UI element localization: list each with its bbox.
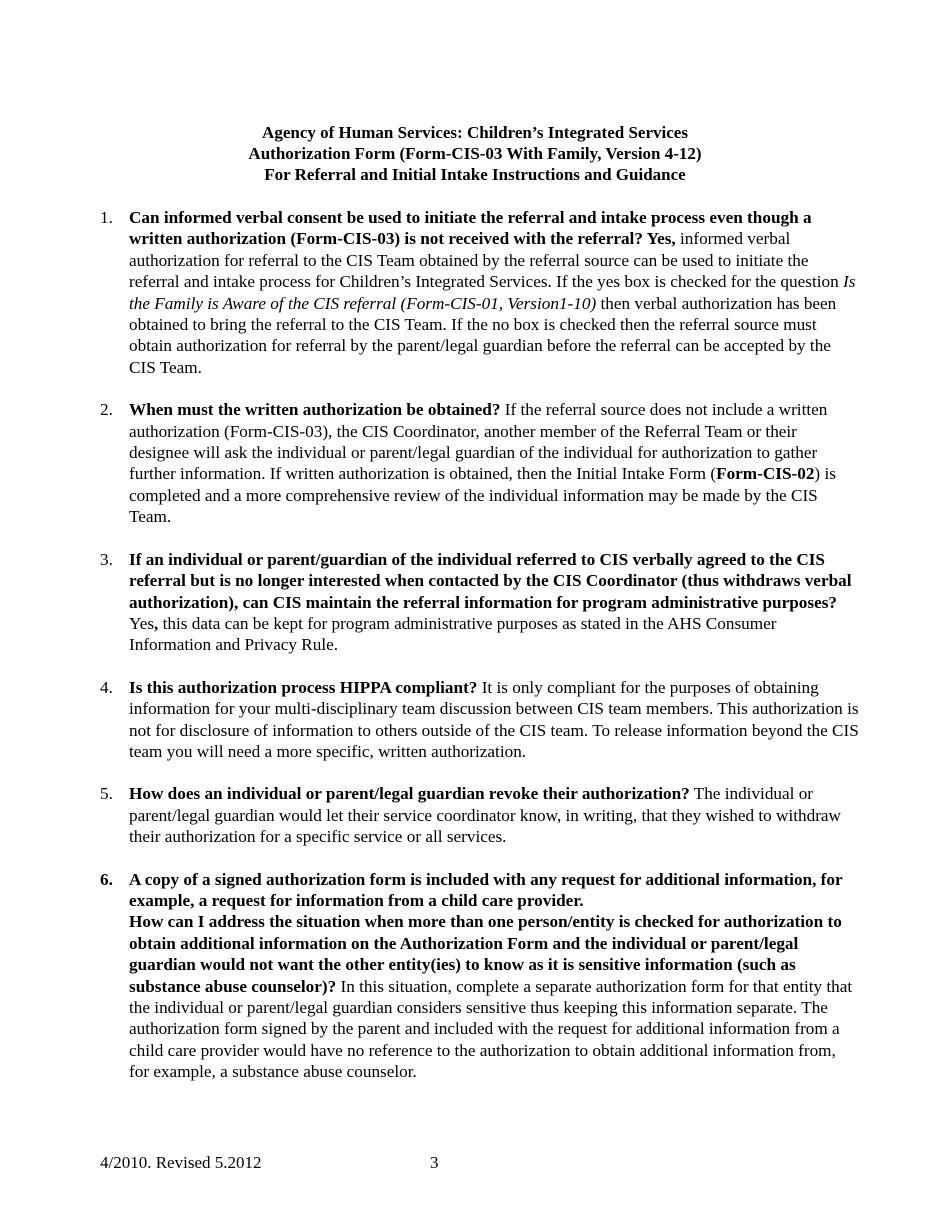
faq-item-5 [100,783,860,847]
revision-date: 4/2010. Revised 5.2012 [100,1153,262,1172]
item-number: 5. [100,784,113,804]
item-number: 6. [100,869,113,889]
item-question: Can informed verbal consent be used to initiate the referral and intake process even though a written authorization (Form-CIS-03) is not received with the referral? Yes, [129,208,812,249]
item-question: When must the written authorization be obtained? [129,400,501,420]
faq-list [100,207,860,1104]
item-answer: If the referral source does not include a written authorization (Form-CIS-03), the CIS Coordinator, another member of the Referral Team or their designee will ask the individual or parent/legal guardian of the individual for authorization to gather further information. If written authorization is obtained, then the Initial Intake Form ( [129,400,828,484]
faq-item-1 [100,207,860,378]
item-question: How can I address the situation when more than one person/entity is checked for authorization to obtain additional information on the Authorization Form and the individual or parent/legal guardian would not want the other entity(ies) to know as it is sensitive information (such as substance abuse counselor)? [129,912,842,996]
item-question: How does an individual or parent/legal guardian revoke their authorization? [129,784,690,804]
item-question: Is this authorization process HIPPA compliant? [129,677,478,697]
document-header [0,122,950,185]
header-agency-title: Agency of Human Services: Children’s Integrated Services [262,123,688,142]
item-answer: The individual or parent/legal guardian would let their service coordinator know, in writing, that they wished to withdraw their authorization for a specific service or all services. [129,784,841,847]
item-answer-continued: then verbal authorization has been obtained to bring the referral to the CIS Team. If the no box is checked then the referral source must obtain authorization for referral by the parent/legal guardian before the referral can be accepted by the CIS Team. [129,293,837,377]
item-question: If an individual or parent/guardian of the individual referred to CIS verbally agreed to the CIS referral but is no longer interested when contacted by the CIS Coordinator (thus withdraws verbal authorization), can CIS maintain the referral information for program administrative purposes? [129,549,852,612]
item-answer-continued: this data can be kept for program administrative purposes as stated in the AHS Consumer Information and Privacy Rule. [129,613,777,655]
item-answer: Yes [129,613,155,633]
faq-item-3 [100,549,860,656]
item-answer: It is only compliant for the purposes of obtaining information for your multi-disciplinary team discussion between CIS team members. This authorization is not for disclosure of information to others outside of the CIS team. To release information beyond the CIS team you will need a more specific, written authorization. [129,677,859,761]
faq-item-4 [100,677,860,763]
item-number: 4. [100,677,113,697]
item-answer: informed verbal authorization for referral to the CIS Team obtained by the referral source can be used to initiate the referral and intake process for Children’s Integrated Services. If the yes box is checked for the question [129,229,843,292]
header-subtitle: For Referral and Initial Intake Instructions and Guidance [264,165,686,184]
item-number: 2. [100,400,113,420]
item-answer-italic: Is the Family is Aware of the CIS referral (Form-CIS-01, Version1-10) [129,272,856,313]
item-number: 3. [100,549,113,569]
item-answer: In this situation, complete a separate authorization form for that entity that the individual or parent/legal guardian considers sensitive thus keeping this information separate. The authorization form signed by the parent and included with the request for additional information from a child care provider would have no reference to the authorization to obtain additional information from, for example, a substance abuse counselor. [129,976,853,1082]
faq-item-2 [100,399,860,527]
page-number: 3 [430,1153,439,1172]
item-answer-continued: ) is completed and a more comprehensive review of the individual information may be made by the CIS Team. [129,464,836,527]
item-answer-bold: Form-CIS-02 [716,464,815,484]
header-form-title: Authorization Form (Form-CIS-03 With Family, Version 4-12) [248,144,702,163]
item-intro: A copy of a signed authorization form is included with any request for additional information, for example, a request for information from a child care provider. [129,869,843,910]
item-answer-bold: , [154,613,159,633]
faq-item-6 [100,869,860,1083]
item-number: 1. [100,208,113,227]
page-footer [100,1152,439,1173]
